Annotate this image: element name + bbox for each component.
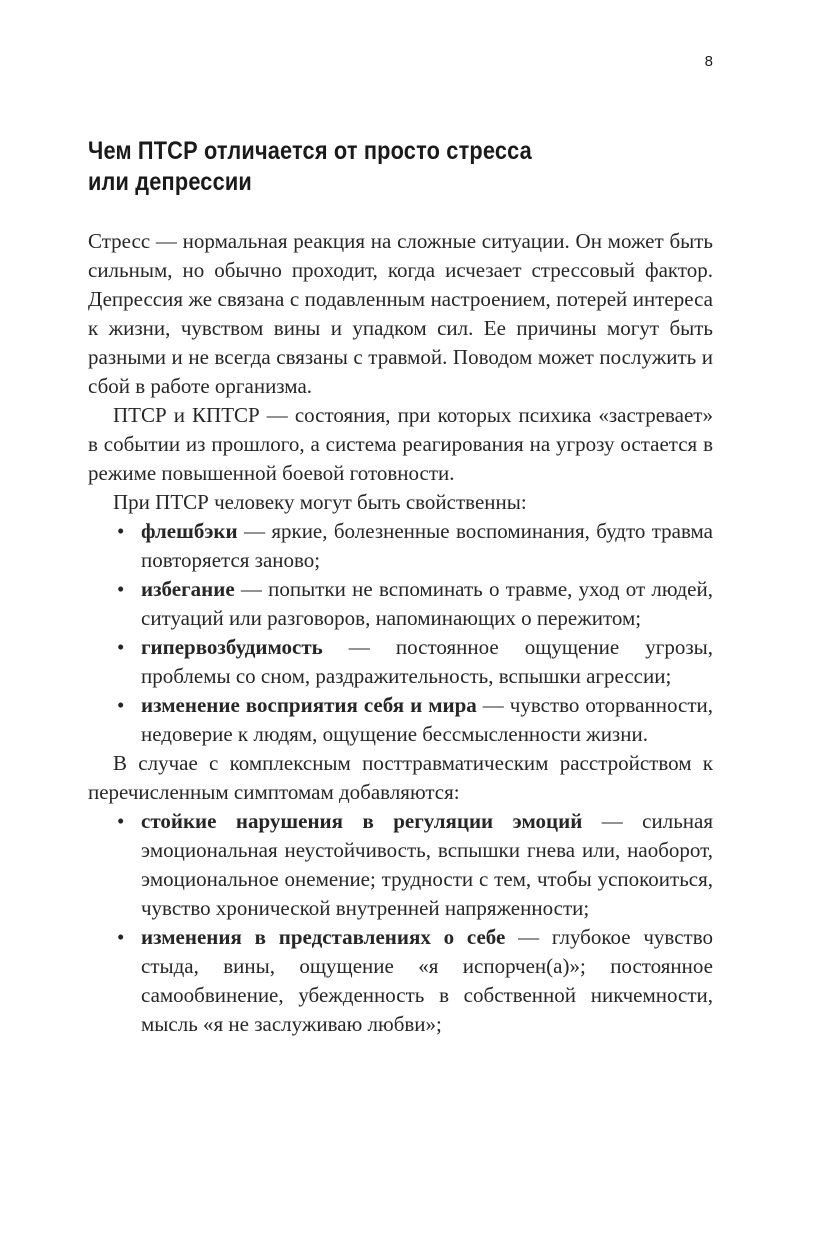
list-item-description: — попытки не вспоминать о травме, уход от людей, ситуаций или разговоров, напоминающих о пережитом; xyxy=(141,577,713,630)
page-title-line-1: Чем ПТСР отличается от просто стресса xyxy=(88,137,532,165)
bullet-icon: • xyxy=(117,519,125,543)
list-item-term: изменение восприятия себя и мира xyxy=(141,693,477,717)
list-item-description: — сильная эмоциональная неустойчивость, вспышки гнева или, наоборот, эмоциональное онемение; трудности с тем, чтобы успокоиться, чувство хронической внутренней напряженности; xyxy=(141,809,713,920)
paragraph-stress-definition: Стресс — нормальная реакция на сложные ситуации. Он может быть сильным, но обычно проходит, когда исчезает стрессовый фактор. Депрессия же связана с подавленным настроением, потерей интереса к жизни, чувством вины и упадком сил. Ее причины могут быть разными и не всегда связаны с травмой. Поводом может послужить и сбой в работе организма. xyxy=(88,229,713,398)
list-item-term: изменения в представлениях о себе xyxy=(141,925,506,949)
list-item-emotion-regulation xyxy=(88,807,713,923)
list-item-hyperarousal xyxy=(88,633,713,691)
page-title-line-2: или депрессии xyxy=(88,168,252,196)
list-item-description: — глубокое чувство стыда, вины, ощущение «я испорчен(а)»; постоянное самообвинение, убежденность в собственной никчемности, мысль «я не заслуживаю любви»; xyxy=(141,925,713,1036)
list-item-text xyxy=(141,807,713,923)
list-item-text xyxy=(141,517,713,575)
bullet-icon: • xyxy=(117,693,125,717)
bullet-icon: • xyxy=(117,635,125,659)
list-item-description: — чувство оторванности, недоверие к людям, ощущение бессмысленности жизни. xyxy=(141,693,713,746)
page-number: 8 xyxy=(704,53,713,70)
list-item-text xyxy=(141,633,713,691)
bullet-icon: • xyxy=(117,925,125,949)
list-item-text xyxy=(141,923,713,1039)
paragraph-kptsd-symptoms-intro: В случае с комплексным посттравматическим расстройством к перечисленным симптомам добавляются: xyxy=(88,751,713,804)
bullet-icon: • xyxy=(117,809,125,833)
list-item-description: — постоянное ощущение угрозы, проблемы со сном, раздражительность, вспышки агрессии; xyxy=(141,635,713,688)
list-item-perception-change xyxy=(88,691,713,749)
list-item-term: гипервозбудимость xyxy=(141,635,323,659)
list-item-self-image-change xyxy=(88,923,713,1039)
list-item-term: избегание xyxy=(141,577,235,601)
list-item-text xyxy=(141,575,713,633)
paragraph-ptsd-symptoms-intro: При ПТСР человеку могут быть свойственны: xyxy=(113,490,527,514)
list-item-description: — яркие, болезненные воспоминания, будто травма повторяется заново; xyxy=(141,519,713,572)
list-item-text xyxy=(141,691,713,749)
bullet-icon: • xyxy=(117,577,125,601)
list-item-avoidance xyxy=(88,575,713,633)
list-item-flashbacks xyxy=(88,517,713,575)
page-content xyxy=(88,227,713,1039)
list-item-term: стойкие нарушения в регуляции эмоций xyxy=(141,809,583,833)
page-title xyxy=(88,136,532,198)
paragraph-ptsd-kptsd-definition: ПТСР и КПТСР — состояния, при которых психика «застревает» в событии из прошлого, а система реагирования на угрозу остается в режиме повышенной боевой готовности. xyxy=(88,403,713,485)
list-item-term: флешбэки xyxy=(141,519,238,543)
